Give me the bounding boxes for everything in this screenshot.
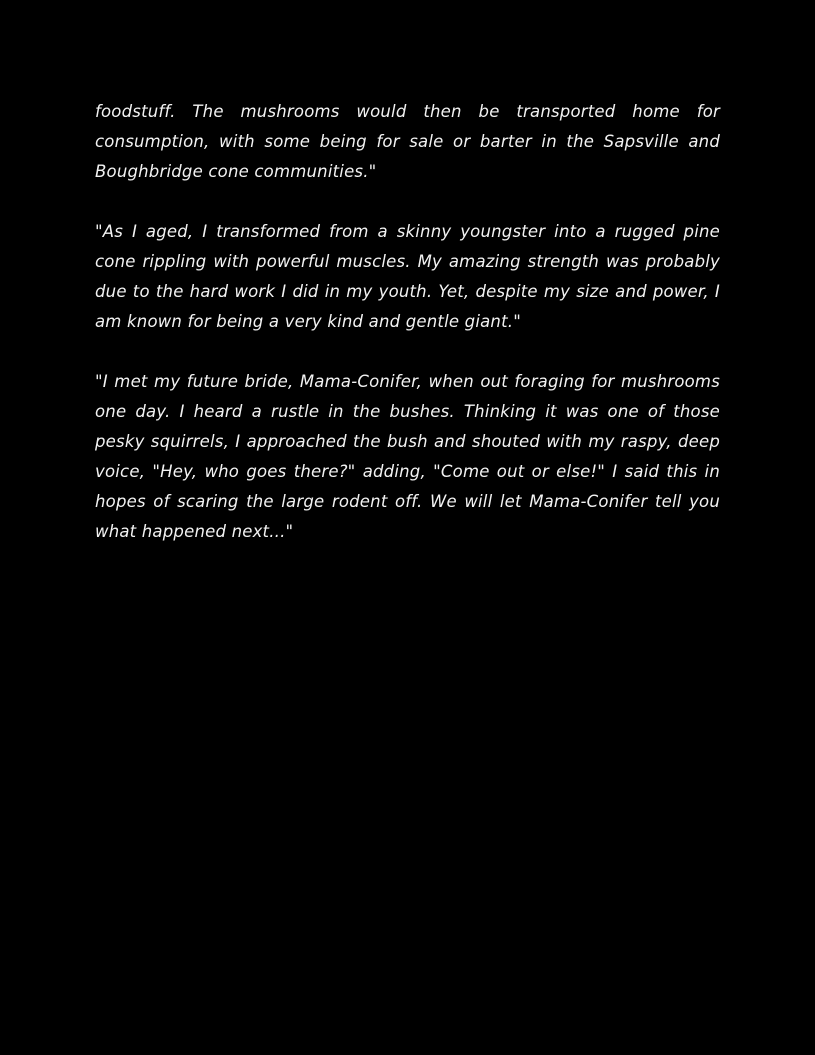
story-text-block [95, 97, 720, 547]
story-paragraph: foodstuff. The mushrooms would then be transported home for consumption, with some being for sale or barter in the Sapsville and Boughbridge cone communities." [95, 102, 720, 181]
story-paragraph: "As I aged, I transformed from a skinny youngster into a rugged pine cone rippling with powerful muscles. My amazing strength was probably due to the hard work I did in my youth. Yet, despite my size and power, I am known for being a very kind and gentle giant." [95, 222, 720, 331]
story-paragraph: "I met my future bride, Mama-Conifer, when out foraging for mushrooms one day. I heard a rustle in the bushes. Thinking it was one of those pesky squirrels, I approached the bush and shouted with my raspy, deep voice, "Hey, who goes there?" adding, "Come out or else!" I said this in hopes of scaring the large rodent off. We will let Mama-Conifer tell you what happened next..." [95, 372, 720, 541]
